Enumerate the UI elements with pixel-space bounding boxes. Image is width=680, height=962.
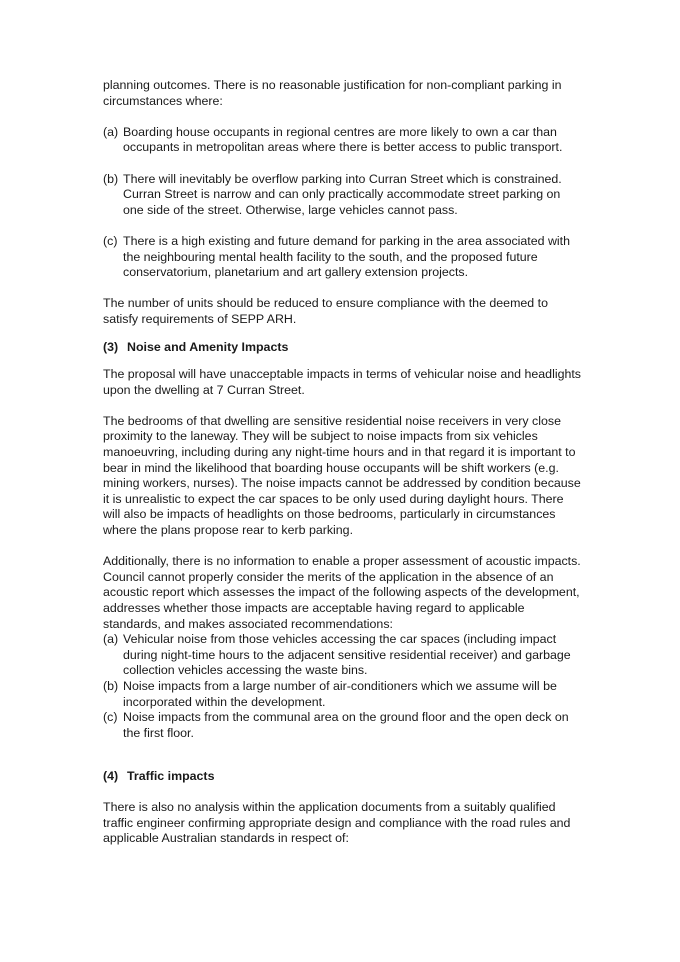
parking-item-b — [103, 172, 583, 219]
section-4-paragraph-1: There is also no analysis within the application documents from a suitably qualified traffic engineer confirming appropriate design and compliance with the road rules and applicable Australian standards in respect of: — [103, 800, 571, 846]
item-label: (a) — [103, 124, 119, 139]
noise-item-a — [103, 632, 583, 679]
item-text: Noise impacts from the communal area on the ground floor and the open deck on the first floor. — [123, 710, 569, 740]
parking-item-a — [103, 125, 583, 156]
section-3-paragraph-2: The bedrooms of that dwelling are sensitive residential noise receivers in very close proximity to the laneway. They will be subject to noise impacts from six vehicles manoeuvring, including during any night-time hours and in that regard it is important to bear in mind the likelihood that boarding house occupants will be shift workers (e.g. mining workers, nurses). The noise impacts cannot be addressed by condition because it is unrealistic to expect the car spaces to be only used during daylight hours. There will also be impacts of headlights on those bedrooms, particularly in circumstances where the plans propose rear to kerb parking. — [103, 413, 581, 538]
units-paragraph: The number of units should be reduced to ensure compliance with the deemed to satisfy requirements of SEPP ARH. — [103, 296, 548, 326]
section-3-paragraph-1: The proposal will have unacceptable impacts in terms of vehicular noise and headlights upon the dwelling at 7 Curran Street. — [103, 367, 581, 397]
document-body — [103, 78, 583, 847]
item-text: Vehicular noise from those vehicles accessing the car spaces (including impact during night-time hours to the adjacent sensitive residential receiver) and garbage collection vehicles accessing the waste bins. — [123, 632, 571, 678]
section-4-heading — [103, 769, 583, 785]
noise-item-b — [103, 679, 583, 710]
section-3-paragraph-3: Additionally, there is no information to enable a proper assessment of acoustic impacts. Council cannot properly consider the merits of the application in the absence of an acoustic report which assesses the impact of the following aspects of the development, addresses whether those impacts are acceptable having regard to applicable standards, and makes associated recommendations: — [103, 554, 581, 631]
item-text: There will inevitably be overflow parking into Curran Street which is constrained. Curran Street is narrow and can only practically accommodate street parking on one side of the street. Otherwise, large vehicles cannot pass. — [123, 171, 562, 217]
noise-item-c — [103, 710, 583, 741]
section-3-heading — [103, 340, 583, 356]
item-text: Noise impacts from a large number of air-conditioners which we assume will be incorporated within the development. — [123, 678, 557, 709]
item-label: (b) — [103, 171, 119, 186]
section-number: (3) — [103, 339, 119, 354]
parking-item-c — [103, 234, 583, 281]
item-label: (c) — [103, 710, 118, 725]
item-label: (a) — [103, 632, 119, 647]
item-label: (b) — [103, 678, 119, 693]
section-number: (4) — [103, 768, 119, 783]
item-text: There is a high existing and future demand for parking in the area associated with the neighbouring mental health facility to the south, and the proposed future conservatorium, planetarium and art gallery extension projects. — [123, 233, 571, 280]
section-title: Traffic impacts — [127, 768, 215, 783]
section-title: Noise and Amenity Impacts — [127, 339, 289, 354]
intro-paragraph: planning outcomes. There is no reasonable justification for non-compliant parking in circumstances where: — [103, 78, 562, 108]
item-text: Boarding house occupants in regional centres are more likely to own a car than occupants in metropolitan areas where there is better access to public transport. — [123, 124, 563, 155]
item-label: (c) — [103, 233, 118, 248]
